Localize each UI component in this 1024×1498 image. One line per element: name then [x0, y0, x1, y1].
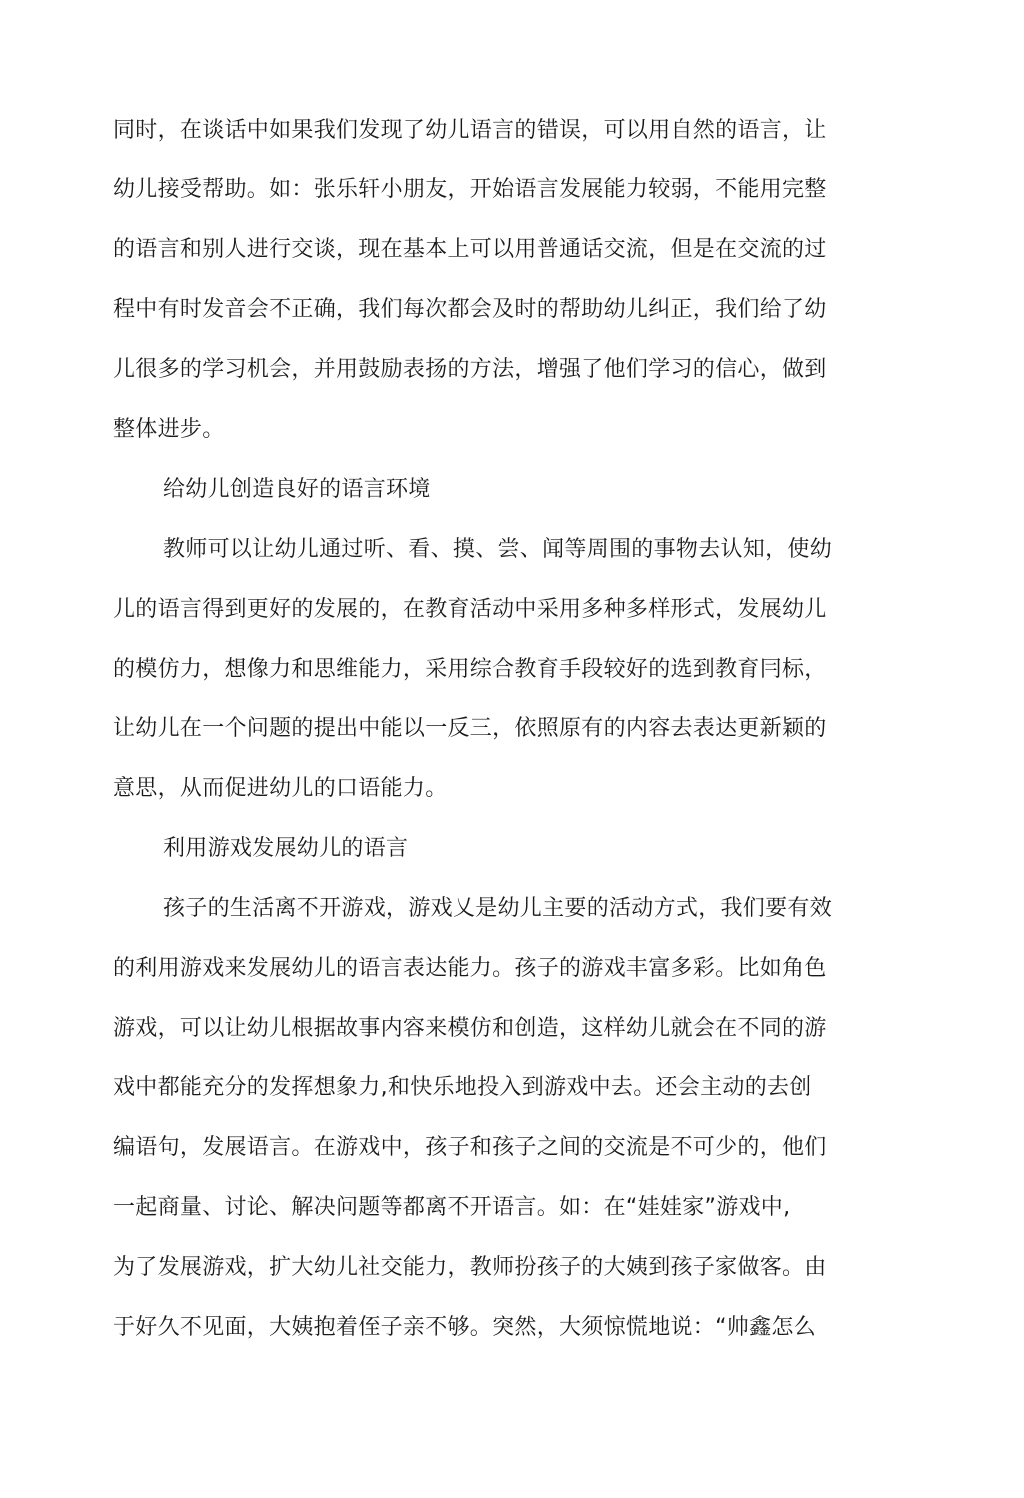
section-heading: 利用游戏发展幼儿的语言 — [163, 836, 409, 861]
text-line: 儿很多的学习机会，并用鼓励表扬的方法，增强了他们学习的信心，做到 — [113, 357, 827, 382]
text-line: 于好久不见面，大姨抱着侄子亲不够。突然，大须惊慌地说：“帅鑫怎么 — [113, 1315, 816, 1340]
text-line: 让幼儿在一个问题的提出中能以一反三，依照原有的内容去表达更新颖的 — [113, 716, 827, 741]
text-line: 整体进步。 — [113, 417, 225, 442]
text-line: 程中有时发音会不正确，我们每次都会及时的帮助幼儿纠正，我们给了幼 — [113, 297, 827, 322]
text-line: 孩子的生活离不开游戏，游戏乂是幼儿主要的活动方式，我们要有效 — [163, 896, 833, 921]
text-line: 戏中都能充分的发挥想象力,和快乐地投入到游戏中去。还会主动的去创 — [113, 1075, 812, 1100]
text-line: 同时，在谈话中如果我们发现了幼儿语言的错误，可以用自然的语言，让 — [113, 118, 827, 143]
text-line: 游戏，可以让幼儿根据故事内容来模仿和创造，这样幼儿就会在不同的游 — [113, 1016, 827, 1041]
text-line: 儿的语言得到更好的发展的，在教育活动中采用多种多样形式，发展幼儿 — [113, 597, 827, 622]
text-line: 的语言和别人进行交谈，现在基本上可以用普通话交流，但是在交流的过 — [113, 237, 827, 262]
text-line: 教师可以让幼儿通过听、看、摸、尝、闻等周围的事物去认知，使幼 — [163, 537, 833, 562]
text-line: 编语句，发展语言。在游戏中，孩子和孩子之间的交流是不可少的，他们 — [113, 1135, 827, 1160]
text-line: 的模仿力，想像力和思维能力，采用综合教育手段较好的选到教育冃标， — [113, 657, 827, 682]
text-line: 意思，从而促进幼儿的口语能力。 — [113, 776, 448, 801]
text-line: 的利用游戏来发展幼儿的语言表达能力。孩子的游戏丰富多彩。比如角色 — [113, 956, 827, 981]
text-line: 为了发展游戏，扩大幼儿社交能力，教师扮孩子的大姨到孩子家做客。由 — [113, 1255, 827, 1280]
text-line: 一起商量、讨论、解决问题等都离不开语言。如：在“娃娃家”游戏中, — [113, 1195, 791, 1220]
section-heading: 给幼儿创造良好的语言环境 — [163, 477, 431, 502]
text-line: 幼儿接受帮助。如：张乐轩小朋友，开始语言发展能力较弱，不能用完整 — [113, 177, 827, 202]
